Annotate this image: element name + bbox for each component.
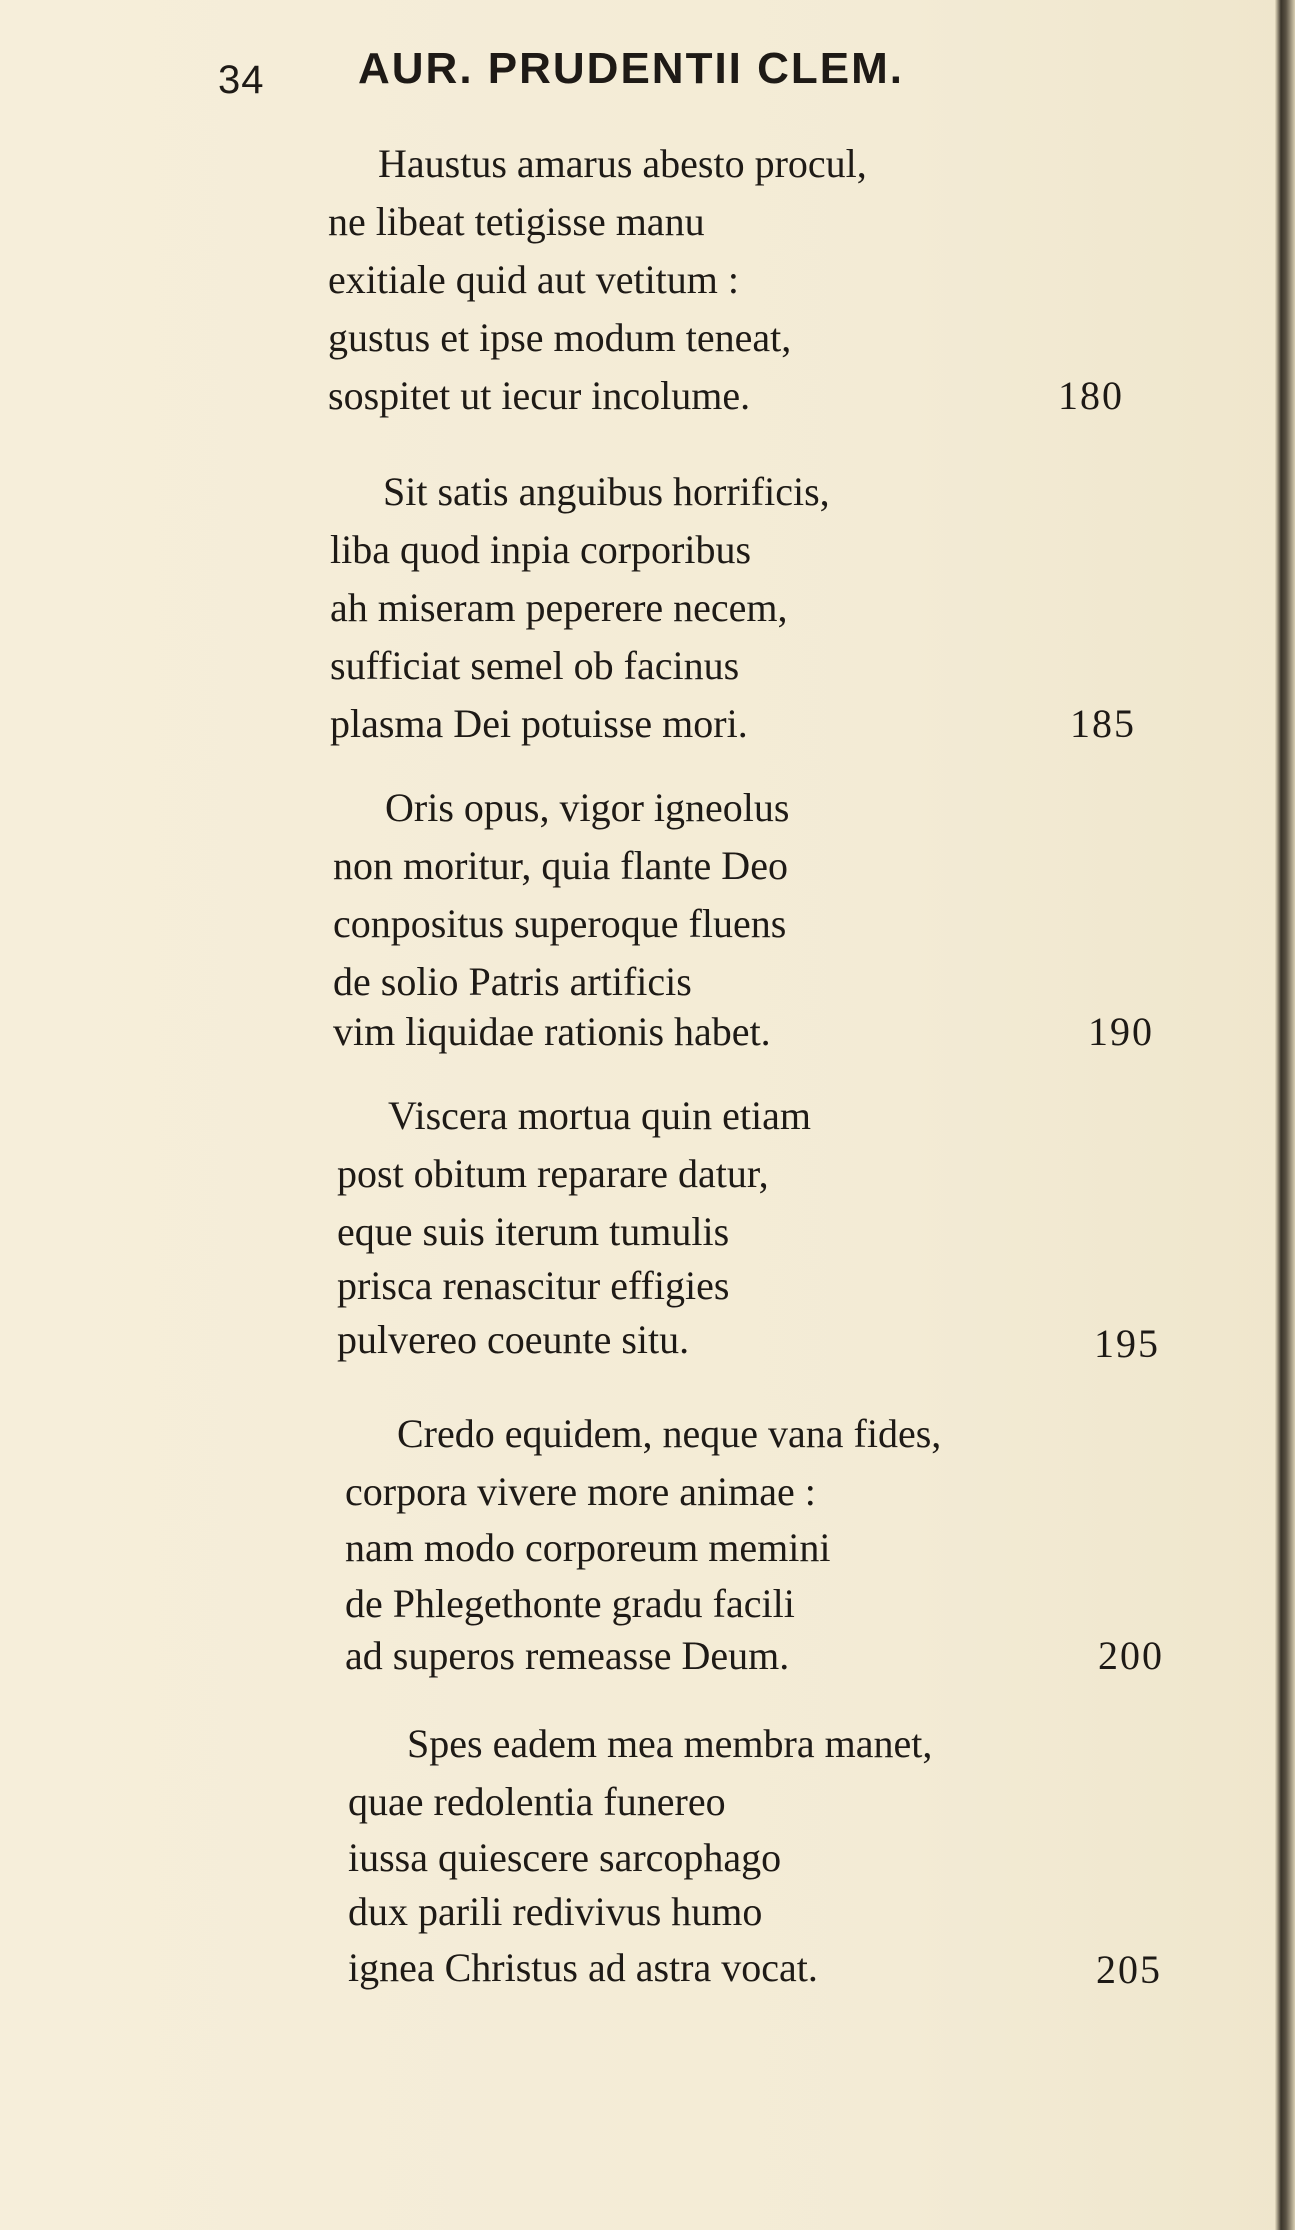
verse-line: vim liquidae rationis habet. — [333, 1009, 771, 1054]
line-number: 185 — [1070, 701, 1136, 746]
verse-line: quae redolentia funereo — [348, 1779, 726, 1824]
verse-line: Spes eadem mea membra manet, — [407, 1721, 933, 1766]
verse-line: conpositus superoque fluens — [333, 901, 787, 946]
verse-line: de solio Patris artificis — [333, 959, 692, 1004]
verse-line: Haustus amarus abesto procul, — [378, 141, 867, 186]
verse-line: ah miseram peperere necem, — [330, 585, 788, 630]
verse-line: de Phlegethonte gradu facili — [345, 1581, 795, 1626]
verse-line: sufficiat semel ob facinus — [330, 643, 740, 688]
verse-line: ne libeat tetigisse manu — [328, 199, 705, 244]
page-number: 34 — [218, 58, 265, 102]
page-gutter-edge — [1275, 0, 1295, 2230]
verse-line: ignea Christus ad astra vocat. — [348, 1945, 818, 1990]
verse-line: Viscera mortua quin etiam — [388, 1093, 812, 1138]
verse-line: Oris opus, vigor igneolus — [385, 785, 790, 830]
verse-line: iussa quiescere sarcophago — [348, 1835, 782, 1880]
verse-line: corpora vivere more animae : — [345, 1469, 816, 1514]
verse-line: pulvereo coeunte situ. — [337, 1317, 690, 1362]
verse-line: exitiale quid aut vetitum : — [328, 257, 740, 302]
line-number: 205 — [1096, 1947, 1162, 1992]
verse-line: liba quod inpia corporibus — [330, 527, 752, 572]
line-number: 195 — [1094, 1321, 1160, 1366]
verse-line: gustus et ipse modum teneat, — [328, 315, 792, 360]
verse-line: Sit satis anguibus horrificis, — [383, 469, 830, 514]
verse-line: post obitum reparare datur, — [337, 1151, 769, 1196]
line-number: 200 — [1098, 1633, 1164, 1678]
verse-line: eque suis iterum tumulis — [337, 1209, 730, 1254]
verse-line: Credo equidem, neque vana fides, — [397, 1411, 942, 1456]
verse-line: dux parili redivivus humo — [348, 1889, 763, 1934]
verse-line: sospitet ut iecur incolume. — [328, 373, 751, 418]
verse-line: ad superos remeasse Deum. — [345, 1633, 790, 1678]
line-number: 190 — [1088, 1009, 1154, 1054]
verse-line: plasma Dei potuisse mori. — [330, 701, 748, 746]
line-number: 180 — [1058, 373, 1124, 418]
verse-line: non moritur, quia flante Deo — [333, 843, 788, 888]
verse-line: prisca renascitur effigies — [337, 1263, 730, 1308]
running-head: AUR. PRUDENTII CLEM. — [358, 44, 904, 93]
verse-line: nam modo corporeum memini — [345, 1525, 831, 1570]
